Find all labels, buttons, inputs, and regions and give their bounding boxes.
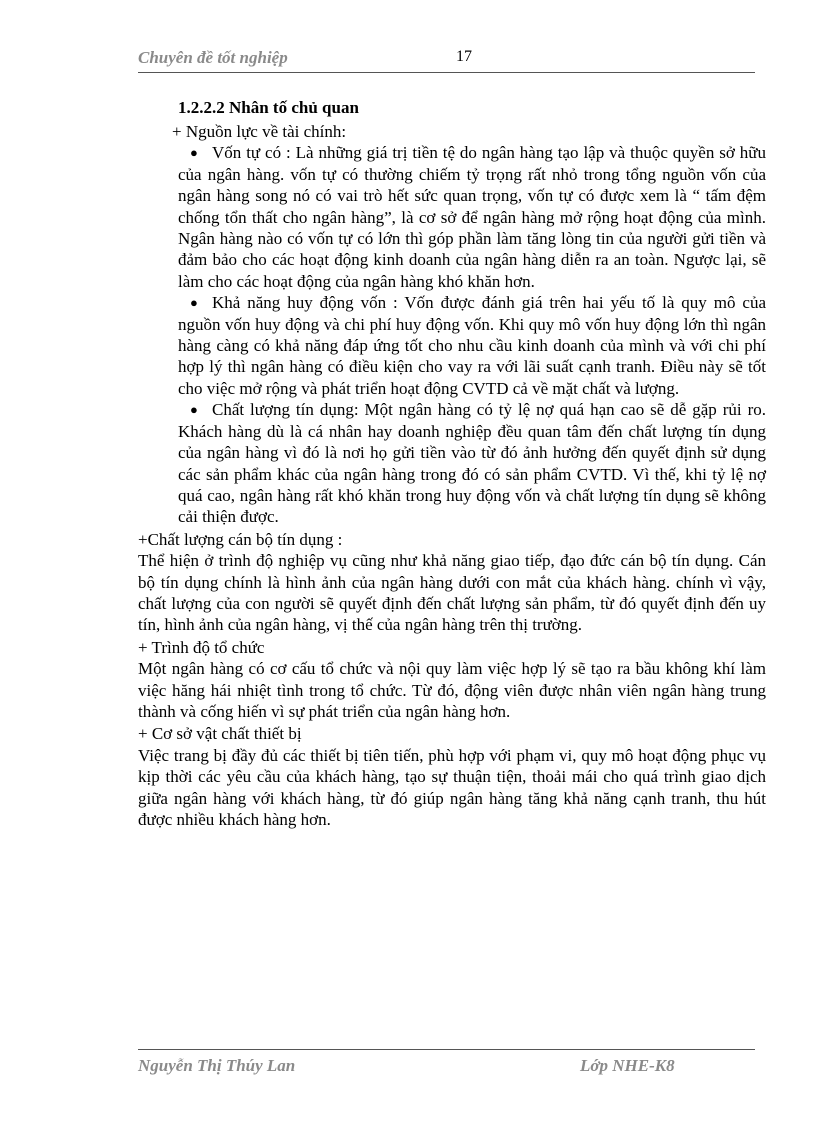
bullet-icon: ● <box>190 145 198 161</box>
header-title: Chuyên đề tốt nghiệp <box>138 48 288 67</box>
organization-label: + Trình độ tổ chức <box>138 637 265 657</box>
page-number: 17 <box>456 48 472 65</box>
bullet-text: Chất lượng tín dụng: Một ngân hàng có tỷ lệ nợ quá hạn cao sẽ dễ gặp rủi ro. Khách hàng dù là cá nhân hay doanh nghiệp đều quan tâm đến chất lượng tín dụng của ngân hàng vì đó là nơi họ gửi tiền vào từ đó ảnh hưởng đến quyết định sử dụng các sản phẩm khác của ngân hàng trong đó có sản phẩm CVTD. Vì thế, khi tỷ lệ nợ quá cao, ngân hàng rất khó khăn trong huy động vốn và chất lượng tín dụng sẽ không cải thiện được. <box>178 400 766 527</box>
bullet-item-equity <box>178 142 766 292</box>
document-body <box>138 97 766 830</box>
footer-author: Nguyễn Thị Thúy Lan <box>138 1056 296 1075</box>
bullet-item-capital-mobilization <box>178 292 766 399</box>
bullet-item-credit-quality <box>178 399 766 527</box>
page-footer <box>138 1049 755 1080</box>
facilities-text: Việc trang bị đầy đủ các thiết bị tiên tiến, phù hợp với phạm vi, quy mô hoạt động phục vụ kịp thời các yêu cầu của khách hàng, tạo sự thuận tiện, thoải mái cho quá trình giao dịch giữa ngân hàng với khách hàng, từ đó giúp ngân hàng tăng khả năng cạnh tranh, thu hút được nhiều khách hàng hơn. <box>138 745 766 829</box>
bullet-icon: ● <box>190 295 198 311</box>
staff-quality-text: Thể hiện ở trình độ nghiệp vụ cũng như khả năng giao tiếp, đạo đức cán bộ tín dụng. Cán bộ tín dụng chính là hình ảnh của ngân hàng dưới con mắt của khách hàng. chính vì vậy, chất lượng của con người sẽ quyết định đến chất lượng sản phẩm, từ đó quyết định đến uy tín, hình ảnh của ngân hàng, vị thế của ngân hàng trên thị trường. <box>138 551 766 635</box>
page-header <box>138 44 755 73</box>
section-heading: 1.2.2.2 Nhân tố chủ quan <box>178 98 359 117</box>
bullet-icon: ● <box>190 402 198 418</box>
bullet-text: Khả năng huy động vốn : Vốn được đánh giá trên hai yếu tố là quy mô của nguồn vốn huy động và chi phí huy động vốn. Khi quy mô vốn huy động lớn thì ngân hàng càng có khả năng đáp ứng tốt cho nhu cầu kinh doanh của mình và với chi phí hợp lý thì ngân hàng có điều kiện cho vay ra với lãi suất cạnh tranh. Điều này sẽ tốt cho việc mở rộng và phát triển hoạt động CVTD cả về mặt chất và lượng. <box>178 293 766 398</box>
footer-class: Lớp NHE-K8 <box>580 1056 675 1075</box>
facilities-label: + Cơ sở vật chất thiết bị <box>138 724 302 744</box>
organization-text: Một ngân hàng có cơ cấu tổ chức và nội quy làm việc hợp lý sẽ tạo ra bầu không khí làm việc hăng hái nhiệt tình trong tổ chức. Từ đó, động viên được nhân viên ngân hàng trung thành và cống hiến vì sự phát triển của ngân hàng hơn. <box>138 659 766 721</box>
staff-quality-label: +Chất lượng cán bộ tín dụng : <box>138 529 343 549</box>
financial-resources-label: + Nguồn lực về tài chính: <box>172 122 347 141</box>
bullet-text: Vốn tự có : Là những giá trị tiền tệ do ngân hàng tạo lập và thuộc quyền sở hữu của ngân hàng. vốn tự có thường chiếm tỷ trọng rất nhỏ trong tổng nguồn vốn của ngân hàng song nó có vai trò hết sức quan trọng, vốn tự có được xem là “ tấm đệm chống tổn thất cho ngân hàng”, là cơ sở để ngân hàng mở rộng hoạt động của mình. Ngân hàng nào có vốn tự có lớn thì góp phần làm tăng lòng tin của người gửi tiền và đảm bảo cho các hoạt động kinh doanh của ngân hàng diễn ra an toàn. Ngược lại, sẽ làm cho các hoạt động của ngân hàng khó khăn hơn. <box>178 143 766 291</box>
